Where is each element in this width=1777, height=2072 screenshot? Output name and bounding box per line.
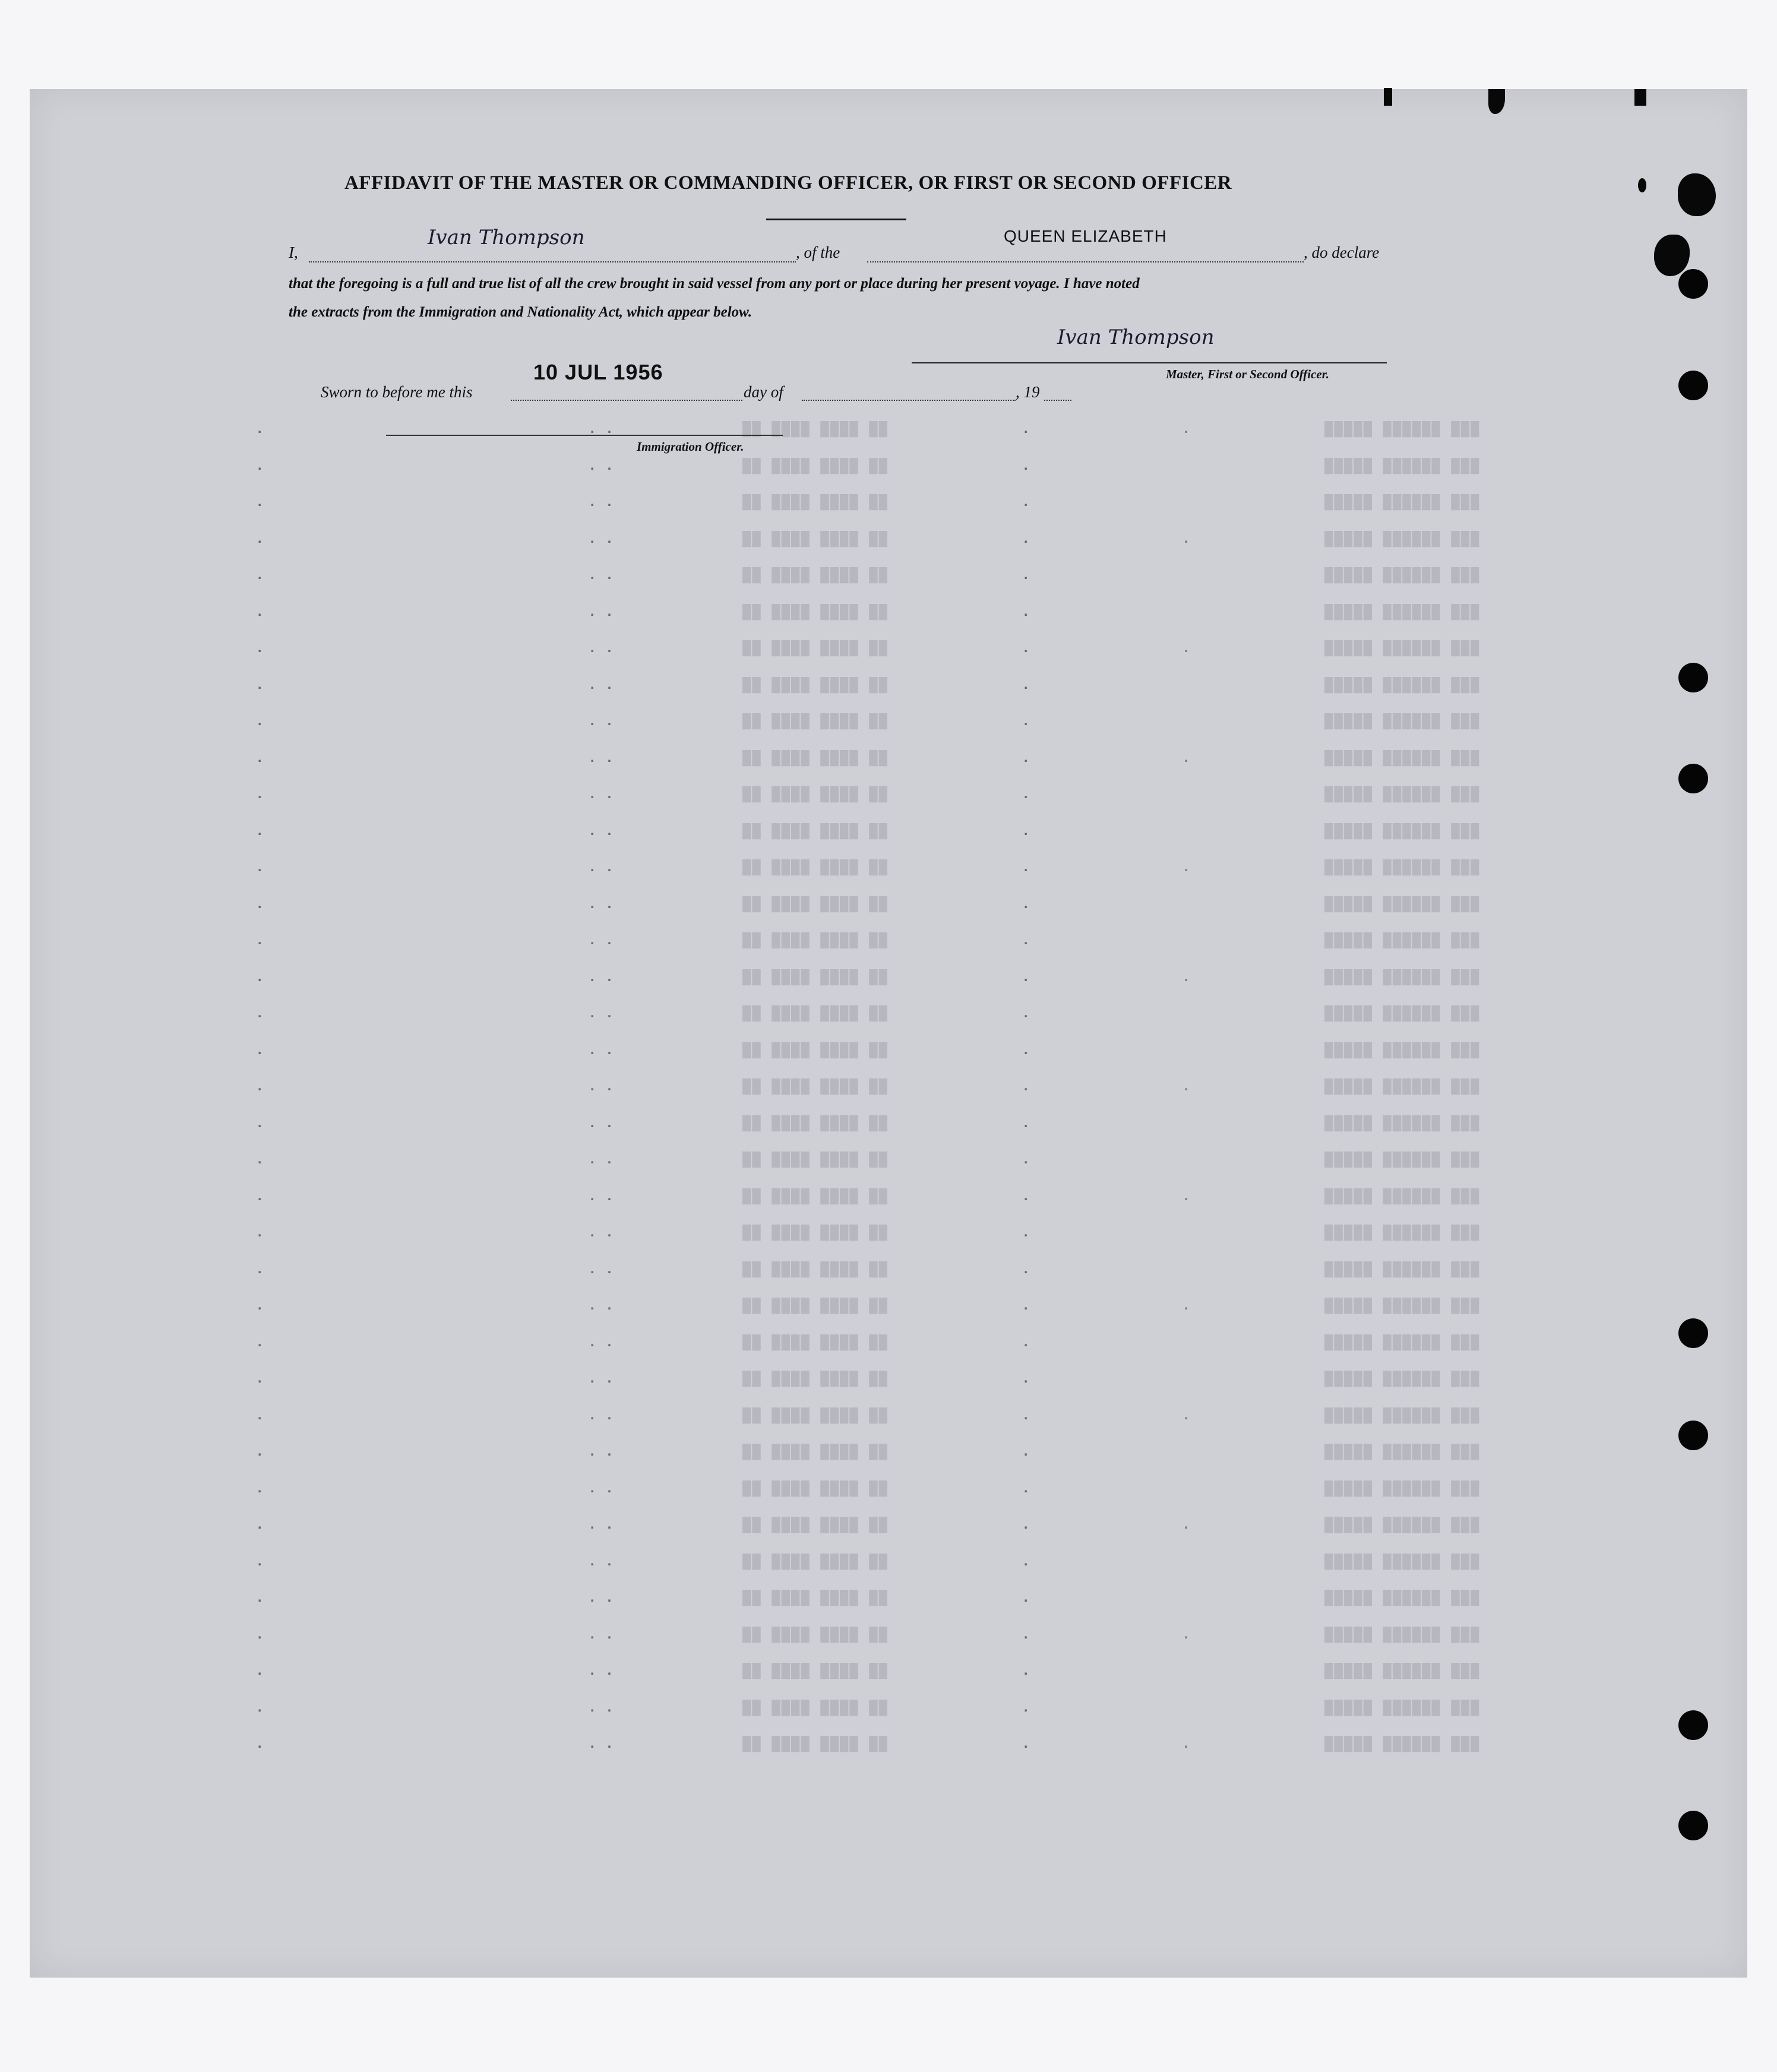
faded-row xyxy=(255,1736,1693,1754)
faded-smudge: █████ ██████ ███ xyxy=(1324,823,1481,840)
faded-dot: . . xyxy=(588,969,614,986)
affidavit-title: AFFIDAVIT OF THE MASTER OR COMMANDING OFFICER, OR FIRST OR SECOND OFFICER xyxy=(344,172,1232,194)
faded-dot: . xyxy=(1182,1188,1191,1205)
faded-dot: . xyxy=(1022,495,1030,511)
faded-smudge: ██ ████ ████ ██ xyxy=(742,1225,889,1241)
faded-row xyxy=(255,933,1693,951)
edge-damage-mark xyxy=(1634,89,1646,106)
faded-dot: . xyxy=(1022,1188,1030,1205)
faded-crew-list-bleed-through xyxy=(30,89,1747,1978)
faded-dot: . xyxy=(255,933,264,949)
faded-smudge: █████ ██████ ███ xyxy=(1324,750,1481,767)
faded-smudge: █████ ██████ ███ xyxy=(1324,1079,1481,1095)
faded-dot: . xyxy=(255,1115,264,1132)
faded-row xyxy=(255,458,1693,476)
faded-smudge: █████ ██████ ███ xyxy=(1324,1225,1481,1241)
punch-hole xyxy=(1678,663,1708,692)
faded-dot: . . xyxy=(588,1700,614,1716)
faded-dot: . xyxy=(1182,422,1191,438)
faded-smudge: █████ ██████ ███ xyxy=(1324,568,1481,584)
officer-name-line xyxy=(309,261,796,262)
faded-dot: . . xyxy=(588,677,614,694)
do-declare-label: , do declare xyxy=(1304,243,1380,261)
faded-smudge: █████ ██████ ███ xyxy=(1324,1627,1481,1643)
faded-dot: . . xyxy=(588,1261,614,1278)
faded-row xyxy=(255,970,1693,988)
faded-smudge: █████ ██████ ███ xyxy=(1324,1736,1481,1752)
faded-row xyxy=(255,787,1693,805)
faded-dot: . xyxy=(255,1188,264,1205)
faded-dot: . xyxy=(1022,1225,1030,1241)
faded-smudge: █████ ██████ ███ xyxy=(1324,787,1481,803)
faded-dot: . xyxy=(255,1444,264,1460)
faded-dot: . xyxy=(1022,1554,1030,1570)
faded-smudge: ██ ████ ████ ██ xyxy=(742,1042,889,1059)
faded-dot: . . xyxy=(588,714,614,730)
faded-dot: . xyxy=(255,1079,264,1095)
sworn-day-line xyxy=(511,400,742,401)
faded-dot: . xyxy=(255,1152,264,1168)
faded-smudge: ██ ████ ████ ██ xyxy=(742,495,889,511)
faded-dot: . xyxy=(1022,1334,1030,1351)
faded-dot: . xyxy=(255,1261,264,1278)
faded-dot: . xyxy=(255,787,264,803)
faded-row xyxy=(255,495,1693,513)
edge-damage-mark xyxy=(1638,178,1646,192)
faded-dot: . xyxy=(1022,422,1030,438)
faded-dot: . . xyxy=(588,531,614,548)
faded-dot: . xyxy=(1022,1407,1030,1424)
faded-dot: . . xyxy=(588,1188,614,1205)
faded-row xyxy=(255,1079,1693,1097)
faded-dot: . xyxy=(1022,1152,1030,1168)
faded-dot: . xyxy=(1022,1006,1030,1022)
faded-dot: . xyxy=(255,1590,264,1606)
declaration-statement-line-2: the extracts from the Immigration and Nationality Act, which appear below. xyxy=(289,304,752,320)
faded-row xyxy=(255,641,1693,659)
faded-dot: . xyxy=(1022,1517,1030,1533)
faded-dot: . xyxy=(255,1517,264,1533)
faded-row xyxy=(255,1517,1693,1535)
faded-row xyxy=(255,568,1693,586)
faded-dot: . xyxy=(255,750,264,767)
faded-dot: . xyxy=(1182,860,1191,876)
faded-row xyxy=(255,751,1693,768)
faded-dot: . xyxy=(1022,1481,1030,1497)
faded-smudge: █████ ██████ ███ xyxy=(1324,714,1481,730)
faded-smudge: ██ ████ ████ ██ xyxy=(742,458,889,474)
faded-smudge: ██ ████ ████ ██ xyxy=(742,787,889,803)
faded-dot: . xyxy=(1022,896,1030,913)
faded-row xyxy=(255,1116,1693,1134)
faded-dot: . xyxy=(255,531,264,548)
faded-smudge: ██ ████ ████ ██ xyxy=(742,1115,889,1132)
faded-row xyxy=(255,1298,1693,1316)
faded-dot: . xyxy=(255,568,264,584)
faded-smudge: ██ ████ ████ ██ xyxy=(742,750,889,767)
title-underline xyxy=(766,219,906,220)
faded-smudge: ██ ████ ████ ██ xyxy=(742,823,889,840)
faded-smudge: █████ ██████ ███ xyxy=(1324,1334,1481,1351)
faded-dot: . xyxy=(255,1225,264,1241)
punch-hole xyxy=(1678,1710,1708,1740)
faded-smudge: █████ ██████ ███ xyxy=(1324,1298,1481,1314)
document-sheet xyxy=(30,89,1747,1978)
faded-smudge: █████ ██████ ███ xyxy=(1324,860,1481,876)
faded-row xyxy=(255,1262,1693,1280)
faded-smudge: ██ ████ ████ ██ xyxy=(742,969,889,986)
faded-smudge: █████ ██████ ███ xyxy=(1324,604,1481,621)
faded-smudge: █████ ██████ ███ xyxy=(1324,1188,1481,1205)
vessel-name-line xyxy=(867,261,1304,262)
faded-row xyxy=(255,897,1693,915)
faded-smudge: █████ ██████ ███ xyxy=(1324,1444,1481,1460)
faded-dot: . xyxy=(1022,1371,1030,1387)
faded-smudge: █████ ██████ ███ xyxy=(1324,1042,1481,1059)
faded-dot: . xyxy=(1022,823,1030,840)
faded-dot: . xyxy=(255,1700,264,1716)
faded-dot: . . xyxy=(588,1006,614,1022)
faded-dot: . xyxy=(255,860,264,876)
faded-dot: . . xyxy=(588,860,614,876)
faded-row xyxy=(255,1335,1693,1353)
faded-dot: . . xyxy=(588,1554,614,1570)
faded-dot: . xyxy=(255,823,264,840)
faded-row xyxy=(255,824,1693,842)
faded-row xyxy=(255,1554,1693,1572)
faded-dot: . xyxy=(255,422,264,438)
faded-smudge: █████ ██████ ███ xyxy=(1324,969,1481,986)
faded-dot: . xyxy=(1022,677,1030,694)
faded-dot: . xyxy=(255,677,264,694)
faded-dot: . . xyxy=(588,823,614,840)
faded-dot: . xyxy=(1022,641,1030,657)
faded-dot: . . xyxy=(588,1298,614,1314)
faded-dot: . xyxy=(1182,1407,1191,1424)
faded-dot: . xyxy=(1022,458,1030,474)
faded-smudge: █████ ██████ ███ xyxy=(1324,933,1481,949)
punch-hole xyxy=(1678,1811,1708,1840)
faded-dot: . xyxy=(255,1627,264,1643)
faded-smudge: ██ ████ ████ ██ xyxy=(742,860,889,876)
faded-dot: . xyxy=(255,1481,264,1497)
faded-dot: . xyxy=(1022,1736,1030,1752)
punch-hole xyxy=(1678,371,1708,400)
faded-dot: . xyxy=(1022,1042,1030,1059)
punch-hole xyxy=(1678,269,1708,299)
faded-row xyxy=(255,1627,1693,1645)
faded-dot: . . xyxy=(588,495,614,511)
faded-smudge: ██ ████ ████ ██ xyxy=(742,1261,889,1278)
faded-dot: . . xyxy=(588,1115,614,1132)
faded-smudge: ██ ████ ████ ██ xyxy=(742,1334,889,1351)
faded-row xyxy=(255,605,1693,622)
faded-dot: . xyxy=(255,1663,264,1679)
faded-dot: . xyxy=(1022,787,1030,803)
faded-dot: . xyxy=(1182,1517,1191,1533)
faded-row xyxy=(255,1590,1693,1608)
faded-dot: . xyxy=(255,604,264,621)
faded-row xyxy=(255,678,1693,695)
faded-dot: . xyxy=(1022,531,1030,548)
faded-smudge: ██ ████ ████ ██ xyxy=(742,1627,889,1643)
faded-smudge: ██ ████ ████ ██ xyxy=(742,1590,889,1606)
faded-row xyxy=(255,422,1693,439)
faded-smudge: █████ ██████ ███ xyxy=(1324,1407,1481,1424)
faded-smudge: █████ ██████ ███ xyxy=(1324,1152,1481,1168)
faded-smudge: ██ ████ ████ ██ xyxy=(742,641,889,657)
faded-dot: . . xyxy=(588,896,614,913)
faded-smudge: █████ ██████ ███ xyxy=(1324,1481,1481,1497)
faded-row xyxy=(255,1189,1693,1207)
faded-dot: . xyxy=(1022,568,1030,584)
immigration-caption: Immigration Officer. xyxy=(637,439,744,454)
faded-dot: . . xyxy=(588,1334,614,1351)
faded-smudge: █████ ██████ ███ xyxy=(1324,641,1481,657)
faded-dot: . xyxy=(1022,1079,1030,1095)
faded-dot: . xyxy=(255,1407,264,1424)
faded-dot: . xyxy=(1022,1663,1030,1679)
faded-row xyxy=(255,1408,1693,1426)
faded-smudge: ██ ████ ████ ██ xyxy=(742,422,889,438)
faded-smudge: ██ ████ ████ ██ xyxy=(742,1079,889,1095)
torn-punch-hole xyxy=(1678,173,1716,216)
faded-dot: . xyxy=(255,896,264,913)
faded-row xyxy=(255,860,1693,878)
faded-dot: . xyxy=(255,1298,264,1314)
faded-dot: . . xyxy=(588,568,614,584)
officer-signature: Ivan Thompson xyxy=(428,226,585,249)
faded-dot: . xyxy=(255,1006,264,1022)
faded-dot: . . xyxy=(588,1627,614,1643)
master-signature: Ivan Thompson xyxy=(1057,325,1215,349)
faded-smudge: ██ ████ ████ ██ xyxy=(742,1444,889,1460)
faded-smudge: ██ ████ ████ ██ xyxy=(742,1006,889,1022)
faded-dot: . . xyxy=(588,458,614,474)
faded-smudge: █████ ██████ ███ xyxy=(1324,896,1481,913)
vessel-name: QUEEN ELIZABETH xyxy=(1004,227,1167,245)
faded-dot: . xyxy=(1022,750,1030,767)
faded-dot: . xyxy=(1022,1261,1030,1278)
declaration-statement-line-1: that the foregoing is a full and true list of all the crew brought in said vessel from any port or place during her present voyage. I have noted xyxy=(289,276,1140,292)
immigration-officer-line xyxy=(386,435,783,436)
faded-dot: . . xyxy=(588,1152,614,1168)
faded-dot: . xyxy=(1022,1590,1030,1606)
faded-dot: . . xyxy=(588,641,614,657)
faded-smudge: █████ ██████ ███ xyxy=(1324,677,1481,694)
faded-row xyxy=(255,1444,1693,1462)
faded-dot: . xyxy=(1022,1298,1030,1314)
faded-dot: . xyxy=(1022,604,1030,621)
faded-smudge: █████ ██████ ███ xyxy=(1324,1517,1481,1533)
faded-dot: . xyxy=(1022,714,1030,730)
master-caption: Master, First or Second Officer. xyxy=(1166,367,1329,381)
faded-smudge: ██ ████ ████ ██ xyxy=(742,1554,889,1570)
faded-dot: . . xyxy=(588,422,614,438)
faded-smudge: ██ ████ ████ ██ xyxy=(742,1663,889,1679)
faded-dot: . xyxy=(1182,1627,1191,1643)
faded-dot: . xyxy=(1022,1700,1030,1716)
faded-smudge: ██ ████ ████ ██ xyxy=(742,1517,889,1533)
faded-dot: . . xyxy=(588,1736,614,1752)
faded-smudge: ██ ████ ████ ██ xyxy=(742,604,889,621)
faded-dot: . . xyxy=(588,787,614,803)
faded-dot: . . xyxy=(588,1481,614,1497)
faded-smudge: █████ ██████ ███ xyxy=(1324,1261,1481,1278)
faded-smudge: ██ ████ ████ ██ xyxy=(742,677,889,694)
punch-hole xyxy=(1678,1421,1708,1450)
faded-dot: . . xyxy=(588,1444,614,1460)
faded-smudge: █████ ██████ ███ xyxy=(1324,1115,1481,1132)
faded-dot: . xyxy=(1022,969,1030,986)
declaration-prefix: I, xyxy=(289,243,298,261)
sworn-label: Sworn to before me this xyxy=(321,383,473,401)
punch-hole xyxy=(1678,1318,1708,1348)
faded-dot: . . xyxy=(588,604,614,621)
faded-dot: . xyxy=(255,1334,264,1351)
faded-row xyxy=(255,1152,1693,1170)
faded-dot: . xyxy=(255,641,264,657)
faded-dot: . xyxy=(1182,1079,1191,1095)
faded-smudge: ██ ████ ████ ██ xyxy=(742,1152,889,1168)
faded-dot: . xyxy=(255,1554,264,1570)
faded-smudge: █████ ██████ ███ xyxy=(1324,1554,1481,1570)
faded-dot: . . xyxy=(588,1371,614,1387)
punch-hole xyxy=(1678,764,1708,793)
faded-dot: . . xyxy=(588,1042,614,1059)
faded-smudge: ██ ████ ████ ██ xyxy=(742,896,889,913)
faded-smudge: ██ ████ ████ ██ xyxy=(742,1188,889,1205)
faded-row xyxy=(255,1043,1693,1061)
faded-smudge: █████ ██████ ███ xyxy=(1324,531,1481,548)
year-prefix: , 19 xyxy=(1016,383,1040,401)
faded-dot: . . xyxy=(588,933,614,949)
faded-smudge: ██ ████ ████ ██ xyxy=(742,568,889,584)
faded-dot: . . xyxy=(588,1663,614,1679)
faded-smudge: ██ ████ ████ ██ xyxy=(742,714,889,730)
faded-smudge: █████ ██████ ███ xyxy=(1324,495,1481,511)
sworn-date-stamp: 10 JUL 1956 xyxy=(533,360,663,384)
faded-row xyxy=(255,1481,1693,1499)
faded-dot: . xyxy=(1022,933,1030,949)
faded-dot: . xyxy=(1022,1444,1030,1460)
sworn-year-line xyxy=(1044,400,1071,401)
faded-dot: . . xyxy=(588,1590,614,1606)
faded-row xyxy=(255,1006,1693,1024)
faded-dot: . xyxy=(1182,641,1191,657)
faded-dot: . xyxy=(255,1042,264,1059)
faded-smudge: █████ ██████ ███ xyxy=(1324,1371,1481,1387)
faded-dot: . . xyxy=(588,1225,614,1241)
faded-dot: . xyxy=(255,458,264,474)
faded-row xyxy=(255,1371,1693,1389)
faded-smudge: ██ ████ ████ ██ xyxy=(742,1736,889,1752)
faded-dot: . xyxy=(1182,1736,1191,1752)
faded-dot: . . xyxy=(588,1407,614,1424)
faded-smudge: █████ ██████ ███ xyxy=(1324,1700,1481,1716)
faded-dot: . . xyxy=(588,1079,614,1095)
faded-dot: . . xyxy=(588,1517,614,1533)
faded-smudge: ██ ████ ████ ██ xyxy=(742,933,889,949)
faded-smudge: █████ ██████ ███ xyxy=(1324,1590,1481,1606)
day-of-label: day of xyxy=(744,383,783,401)
faded-dot: . xyxy=(255,969,264,986)
faded-row xyxy=(255,714,1693,732)
of-the-label: , of the xyxy=(796,243,840,261)
faded-dot: . xyxy=(255,1371,264,1387)
faded-row xyxy=(255,1700,1693,1718)
faded-smudge: █████ ██████ ███ xyxy=(1324,1006,1481,1022)
faded-dot: . xyxy=(1022,860,1030,876)
faded-dot: . xyxy=(255,495,264,511)
faded-smudge: █████ ██████ ███ xyxy=(1324,458,1481,474)
faded-dot: . xyxy=(255,714,264,730)
master-signature-line xyxy=(912,362,1387,363)
faded-smudge: █████ ██████ ███ xyxy=(1324,1663,1481,1679)
faded-smudge: ██ ████ ████ ██ xyxy=(742,1371,889,1387)
faded-smudge: ██ ████ ████ ██ xyxy=(742,1407,889,1424)
faded-row xyxy=(255,1663,1693,1681)
faded-row xyxy=(255,1225,1693,1243)
faded-dot: . xyxy=(1182,750,1191,767)
faded-dot: . xyxy=(255,1736,264,1752)
edge-damage-mark xyxy=(1384,88,1392,106)
faded-smudge: █████ ██████ ███ xyxy=(1324,422,1481,438)
faded-dot: . . xyxy=(588,750,614,767)
faded-smudge: ██ ████ ████ ██ xyxy=(742,1700,889,1716)
faded-dot: . xyxy=(1182,1298,1191,1314)
faded-row xyxy=(255,532,1693,549)
sworn-month-line xyxy=(802,400,1016,401)
faded-dot: . xyxy=(1182,969,1191,986)
faded-dot: . xyxy=(1182,531,1191,548)
faded-dot: . xyxy=(1022,1627,1030,1643)
faded-smudge: ██ ████ ████ ██ xyxy=(742,531,889,548)
faded-dot: . xyxy=(1022,1115,1030,1132)
faded-smudge: ██ ████ ████ ██ xyxy=(742,1298,889,1314)
faded-smudge: ██ ████ ████ ██ xyxy=(742,1481,889,1497)
